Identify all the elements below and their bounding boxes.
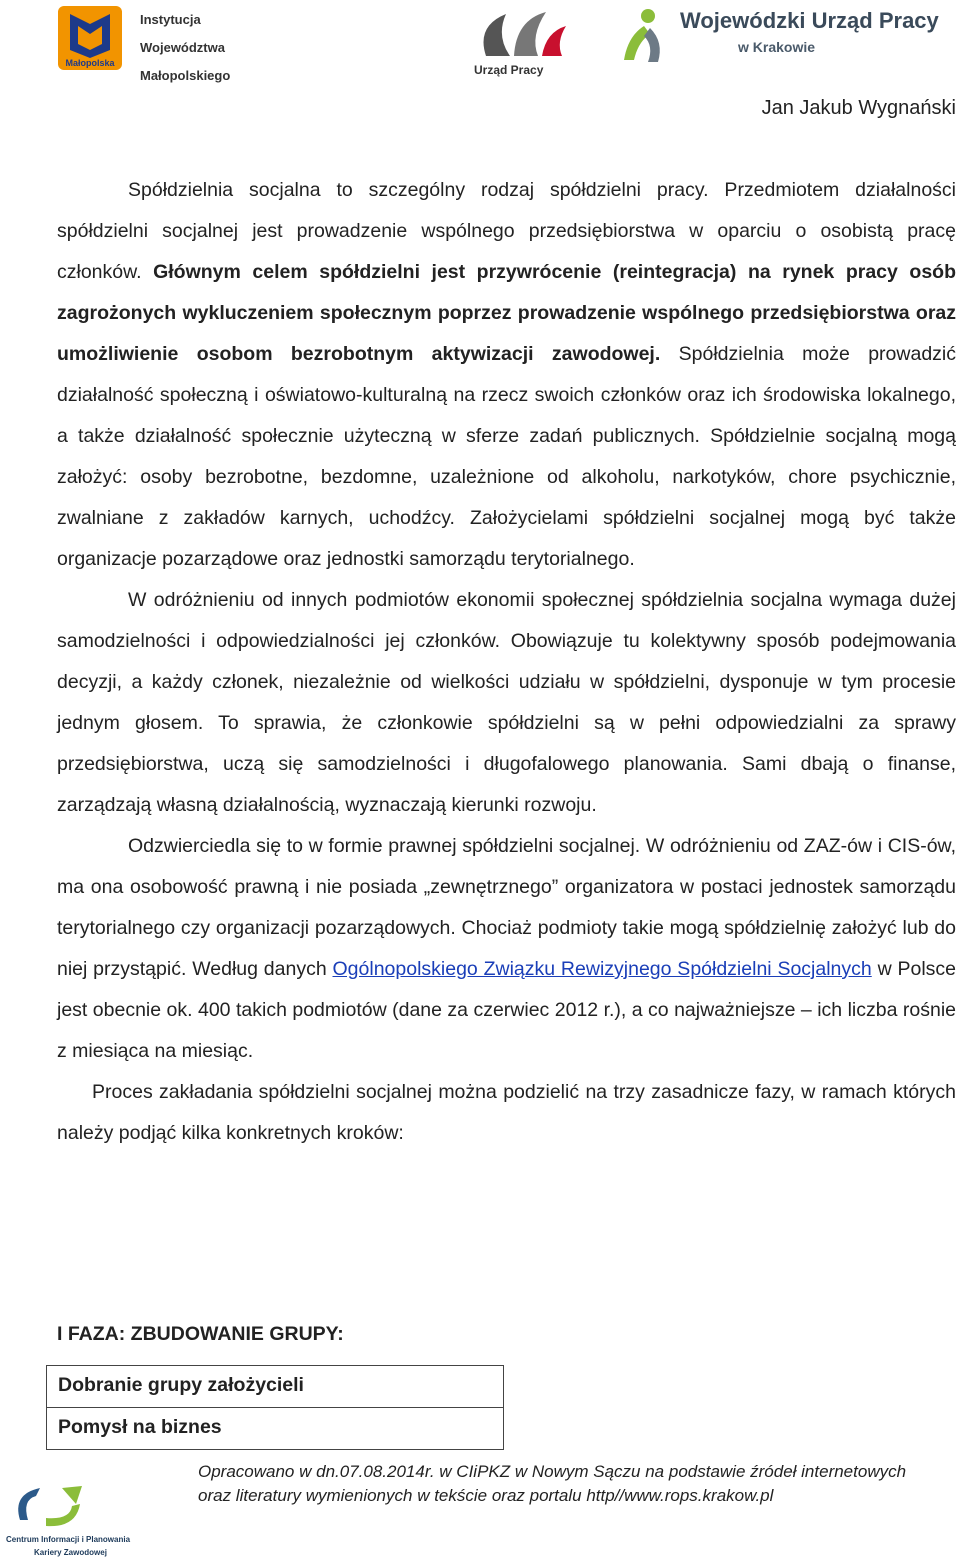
phase-steps-table bbox=[46, 1365, 504, 1450]
paragraph-3 bbox=[57, 826, 956, 1072]
paragraph-2: W odróżnieniu od innych podmiotów ekonomii społecznej spółdzielnia socjalna wymaga dużej samodzielności i odpowiedzialności jej członków. Obowiązuje tu kolektywny sposób podejmowania decyzji, a każdy członek, niezależnie od wielkości udziału w spółdzielni, dysponuje w tym procesie jednym głosem. To sprawia, że członkowie spółdzielni są w pełni odpowiedzialni za sprawy przedsiębiorstwa, uczą się samodzielności i długofalowego planowania. Sami dbają o finanse, zarządzają własną działalnością, wyznaczają kierunki rozwoju. bbox=[57, 589, 956, 816]
p3-text-b: w Polsce jest obecnie ok. 400 takich podmiotów (dane za czerwiec 2012 r.), a co najważniejsze – ich liczba rośnie z miesiąca na miesiąc. bbox=[57, 958, 957, 1062]
paragraph-4: Proces zakładania spółdzielni socjalnej można podzielić na trzy zasadnicze fazy, w ramach których należy podjąć kilka konkretnych kroków: bbox=[57, 1081, 956, 1144]
p1-bold-goal: Głównym celem spółdzielni jest przywrócenie (reintegracja) na rynek pracy osób zagrożonych wykluczeniem społecznym poprzez prowadzenie wspólnego przedsiębiorstwa oraz umożliwienie osobom bezrobotnym aktywizacji zawodowej. bbox=[57, 261, 956, 365]
urzad-pracy-logo bbox=[466, 6, 586, 78]
author-name: Jan Jakub Wygnański bbox=[761, 97, 956, 119]
wup-figure-icon bbox=[614, 6, 674, 66]
p1-details: Spółdzielnia może prowadzić działalność społeczną i oświatowo-kulturalną na rzecz swoich członków oraz ich środowiska lokalnego, a także działalność społecznie użyteczną w sferze zadań publicznych. Spółdzielnie socjalną mogą założyć: osoby bezrobotne, bezdomne, uzależnione od alkoholu, narkotyków, chore psychicznie, zwalniane z zakładów karnych, uchodźcy. Założycielami spółdzielni socjalnej mogą być także organizacje pozarządowe oraz jednostki samorządu terytorialnego. bbox=[57, 343, 957, 570]
p3-text-a: Odzwierciedla się to w formie prawnej spółdzielni socjalnej. W odróżnieniu od ZAZ-ów i CIS-ów, ma ona osobowość prawną i nie posiada „zewnętrznego” organizatora w postaci jednostek samorządu terytorialnego czy organizacji pozarządowych. Chociaż podmioty takie mogą spółdzielnię założyć lub do niej przystąpić. Według danych bbox=[57, 835, 956, 980]
step-row: Pomysł na biznes bbox=[58, 1416, 222, 1438]
ciipkz-line-2: Kariery Zawodowej bbox=[34, 1548, 107, 1557]
ozrss-link[interactable]: Ogólnopolskiego Związku Rewizyjnego Spółdzielni Socjalnych bbox=[332, 958, 872, 980]
malopolska-emblem-icon bbox=[58, 6, 122, 70]
step-row: Dobranie grupy założycieli bbox=[47, 1366, 503, 1408]
logo-line-2: Województwa bbox=[140, 40, 225, 55]
urzad-pracy-mark-icon bbox=[466, 6, 576, 64]
paragraph-1 bbox=[57, 170, 956, 580]
logo-words bbox=[140, 6, 230, 90]
wup-title: Wojewódzki Urząd Pracy bbox=[680, 8, 939, 33]
ciipkz-logo bbox=[6, 1480, 131, 1560]
p1-intro: Spółdzielnia socjalna to szczególny rodzaj spółdzielni pracy. Przedmiotem działalności spółdzielni socjalnej jest prowadzenie wspólnego przedsiębiorstwa w oparciu o osobistą pracę członków. bbox=[57, 179, 956, 283]
malopolska-logo bbox=[58, 6, 238, 83]
page-header bbox=[0, 0, 960, 95]
ciipkz-arrows-icon bbox=[6, 1480, 106, 1534]
wup-krakow-logo bbox=[614, 6, 954, 66]
footer-note: Opracowano w dn.07.08.2014r. w CIiPKZ w Nowym Sączu na podstawie źródeł internetowych oraz literatury wymienionych w tekście oraz portalu http//www.rops.krakow.pl bbox=[198, 1462, 907, 1505]
article-body bbox=[57, 170, 956, 1154]
phase-title: I FAZA: ZBUDOWANIE GRUPY: bbox=[57, 1323, 344, 1345]
wup-subtitle: w Krakowie bbox=[738, 39, 816, 55]
urzad-pracy-wordmark: Urząd Pracy bbox=[474, 63, 544, 77]
logo-line-1: Instytucja bbox=[140, 12, 201, 27]
logo-line-3: Małopolskiego bbox=[140, 68, 231, 83]
logo-mark-text: Małopolska bbox=[65, 58, 115, 68]
ciipkz-line-1: Centrum Informacji i Planowania bbox=[6, 1535, 131, 1544]
